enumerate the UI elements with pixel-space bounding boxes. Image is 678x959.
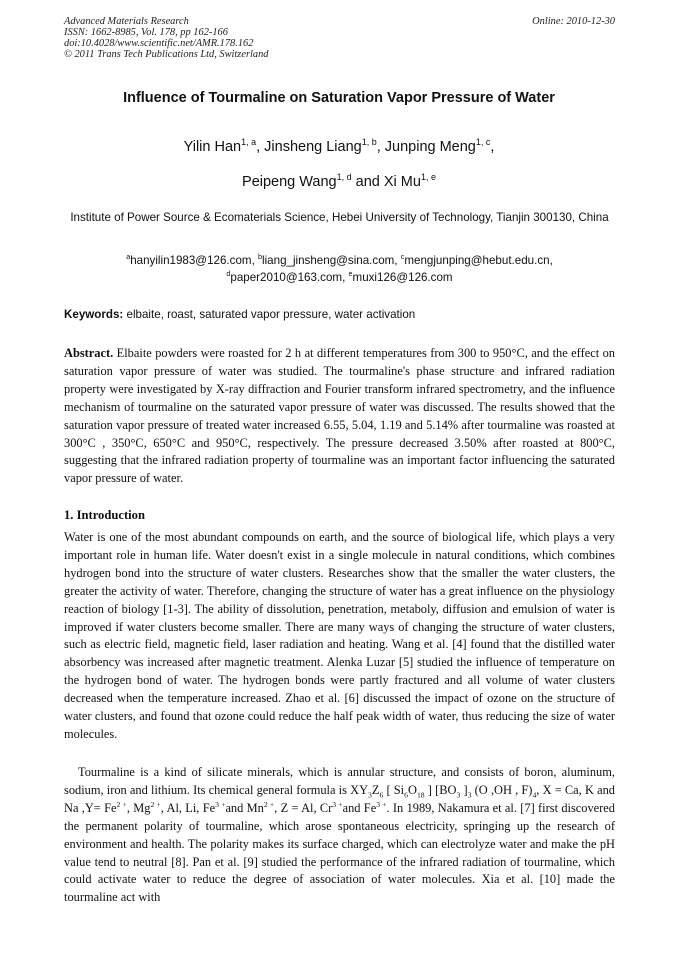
formula-sup: 3 + xyxy=(332,799,343,809)
formula-text: ] xyxy=(460,782,468,797)
affiliation: Institute of Power Source & Ecomaterials Science, Hebei University of Technology, Tianjin 300130, China xyxy=(70,211,609,224)
email-mark: d xyxy=(226,269,231,279)
author-affil-mark: 1, d xyxy=(336,172,352,183)
formula-text: , Z = Al, Cr xyxy=(274,800,333,815)
formula-text: ] [BO xyxy=(424,782,457,797)
formula-sub: 6 xyxy=(404,790,408,800)
abstract-label: Abstract. xyxy=(64,346,114,360)
journal-header xyxy=(64,16,615,60)
journal-copyright: © 2011 Trans Tech Publications Ltd, Switzerland xyxy=(64,49,269,60)
email-mark: c xyxy=(400,252,405,262)
email-separator: , xyxy=(342,271,349,284)
email-address: liang_jinsheng@sina.com xyxy=(262,254,395,267)
paragraph-text: . In 1989, Nakamura et al. [7] first discovered the permanent polarity of tourmaline, which arose spontaneous electricity, springing up the research of environment and health. The polarity makes its surface charged, which can electrolyze water and make the pH value tend to neutral [8]. Pan et al. [9] studied the performance of the infrared radiation of tourmaline, which could activate water to reduce the degree of association of water molecules. Xia et al. [10] made the tourmaline act with xyxy=(64,800,615,905)
author-name: Peipeng Wang xyxy=(242,174,337,190)
author-line-1 xyxy=(0,139,678,155)
keywords-text: elbaite, roast, saturated vapor pressure, water activation xyxy=(126,308,416,321)
author-name: Yilin Han xyxy=(183,139,242,155)
email-separator: , xyxy=(251,254,259,267)
author-name: Xi Mu xyxy=(383,174,421,190)
email-mark: e xyxy=(348,269,353,279)
author-line-2 xyxy=(0,174,678,190)
formula-text: [ Si xyxy=(383,782,405,797)
formula-text: and Mn xyxy=(225,800,264,815)
formula-sub: 3 xyxy=(456,790,461,800)
formula-sup: 2 + xyxy=(150,799,161,809)
author-emails xyxy=(64,252,615,286)
email-separator: , xyxy=(394,254,401,267)
formula-text: (O ,OH , F) xyxy=(471,782,533,797)
journal-name: Advanced Materials Research xyxy=(64,16,189,27)
formula-sub: 3 xyxy=(368,790,372,800)
keywords-label: Keywords: xyxy=(64,308,124,321)
author-affil-mark: 1, e xyxy=(420,172,436,183)
formula-sub: 3 xyxy=(467,790,472,800)
author-affil-mark: 1, b xyxy=(361,137,377,148)
abstract xyxy=(64,345,615,488)
formula-text: , X = Ca, K and Na ,Y= Fe xyxy=(64,782,615,815)
formula-sub: 6 xyxy=(379,790,384,800)
journal-issn: ISSN: 1662-8985, Vol. 178, pp 162-166 xyxy=(64,27,228,38)
email-address: paper2010@163.com xyxy=(230,271,343,284)
email-address: mengjunping@hebut.edu.cn, xyxy=(404,254,553,267)
email-address: muxi126@126.com xyxy=(352,271,453,284)
abstract-text: Elbaite powders were roasted for 2 h at different temperatures from 300 to 950°C, and the effect on saturation vapor pressure of water was studied. The tourmaline's phase structure and infrared radiation property were investigated by X-ray diffraction and Fourier transform infrared spectrometry, and the influence mechanism of tourmaline on the saturated vapor pressure of water was discussed. The results showed that the saturation vapor pressure of treated water increased 6.55, 5.04, 1.19 and 5.14% after tourmaline was roasted at 300°C , 350°C, 650°C and 950°C, respectively. The pressure decreased 3.50% after roasted at 800°C, suggesting that the infrared radiation property of tourmaline was an important factor influencing the saturated vapor pressure of water. xyxy=(64,346,615,486)
intro-paragraph-2 xyxy=(64,764,615,907)
author-separator: and xyxy=(351,174,384,190)
online-date: Online: 2010-12-30 xyxy=(532,16,615,27)
email-address: hanyilin1983@126.com xyxy=(130,254,252,267)
formula-sub: 4 xyxy=(532,790,537,800)
keywords xyxy=(64,308,615,321)
formula-text: , Mg xyxy=(126,800,151,815)
formula-text: Z xyxy=(371,782,380,797)
formula-sub: 18 xyxy=(416,790,425,800)
formula-sup: 2 + xyxy=(263,799,275,809)
email-mark: b xyxy=(258,252,263,262)
paragraph-text: Tourmaline is a kind of silicate minerals, which is annular structure, and consists of boron, aluminum, sodium, iron and lithium. Its chemical general formula is XY xyxy=(64,765,615,797)
author-separator: , xyxy=(256,139,265,155)
formula-sup: 3 + xyxy=(376,799,387,809)
formula-text: and Fe xyxy=(342,800,377,815)
formula-text: O xyxy=(407,782,417,797)
author-name: Jinsheng Liang xyxy=(264,139,362,155)
email-mark: a xyxy=(126,252,131,262)
author-name: Junping Meng xyxy=(384,139,476,155)
formula-sup: 2 + xyxy=(116,799,127,809)
author-separator: , xyxy=(490,139,495,155)
author-affil-mark: 1, c xyxy=(475,137,491,148)
formula-text: , Al, Li, Fe xyxy=(160,800,216,815)
intro-paragraph-1: Water is one of the most abundant compounds on earth, and the source of biological life, which plays a very important role in human life. Water doesn't exist in a single molecule in natural conditions, which combines hydrogen bond into the structure of water clusters. Researches show that the smaller the water clusters, the greater the activity of water. Therefore, changing the structure of water has a great influence on the physiology reaction of biology [1-3]. The ability of dissolution, penetration, metaboly, diffusion and emulsion of water is improved if water clusters become smaller. There are many ways of changing the structure of water clusters, such as electric field, magnetic field, laser radiation and heating. Wang et al. [4] found that the distilled water absorbency was increased after magnetic treatment. Alenka Luzar [5] studied the influence of temperature on the hydrogen bond of water. The hydrogen bonds were partly fractured and all volume of water clusters decreased when the temperature increased. Zhao et al. [6] discussed the impact of ozone on the structure of water clusters, and found that ozone could reduce the half peak width of water, thus reducing the size of water molecules. xyxy=(64,530,615,741)
section-heading-introduction: 1. Introduction xyxy=(64,508,145,522)
author-affil-mark: 1, a xyxy=(241,137,257,148)
formula-sup: 3 + xyxy=(215,799,226,809)
journal-doi: doi:10.4028/www.scientific.net/AMR.178.162 xyxy=(64,38,254,49)
paper-title: Influence of Tourmaline on Saturation Vapor Pressure of Water xyxy=(123,90,555,106)
author-separator: , xyxy=(376,139,385,155)
